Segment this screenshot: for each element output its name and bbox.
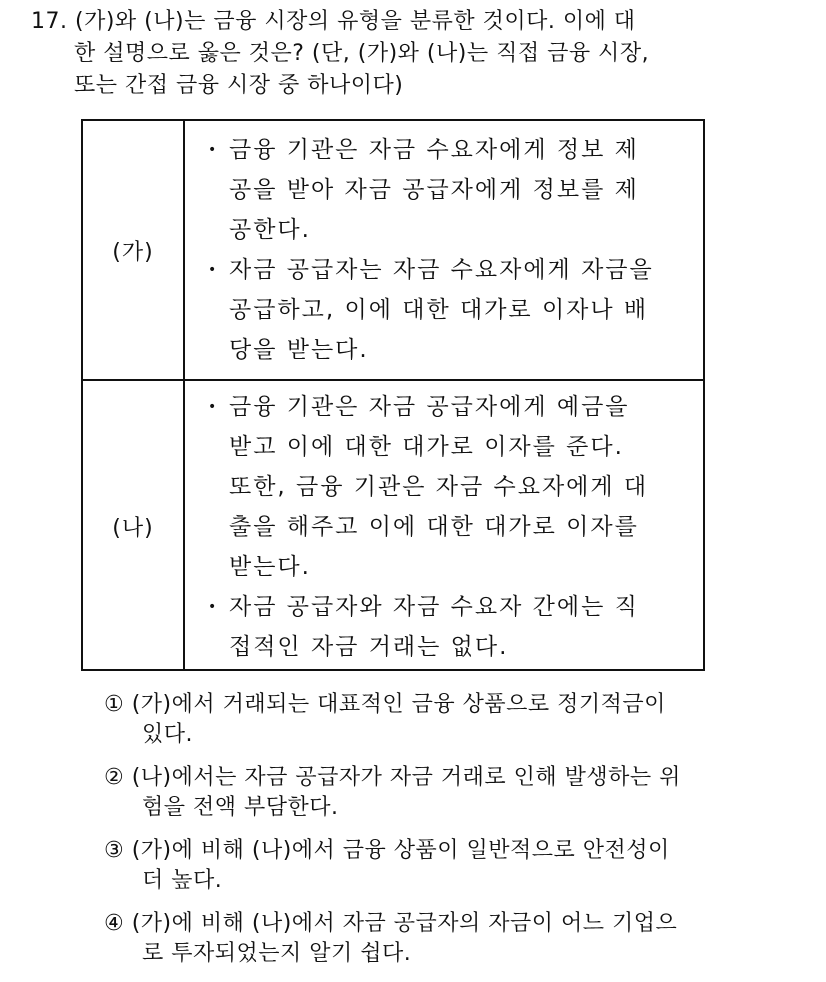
- question-line-2: 한 설명으로 옳은 것은? (단, (가)와 (나)는 직접 금융 시장,: [74, 41, 650, 66]
- ga-bullet-2-line-2: 공급하고, 이에 대한 대가로 이자나 배: [229, 297, 649, 323]
- table-row-ga: [83, 121, 703, 379]
- na-text-6: 자금 공급자와 자금 수요자 간에는 직: [229, 594, 639, 620]
- option-4[interactable]: [104, 909, 794, 969]
- row-content-na: [185, 381, 703, 671]
- question-line-3: 또는 간접 금융 시장 중 하나이다): [74, 73, 404, 98]
- option-1[interactable]: [104, 690, 794, 750]
- question-stem: [31, 6, 791, 102]
- bullet-dot: •: [208, 599, 219, 615]
- option-1-line-1: ① (가)에서 거래되는 대표적인 금융 상품으로 정기적금이: [104, 692, 666, 717]
- bullet-dot: •: [208, 399, 219, 415]
- question-line-1: [31, 6, 791, 38]
- na-bullet-2-line-1: [185, 587, 703, 627]
- answer-options: [104, 690, 794, 982]
- option-1-line-2: 있다.: [142, 722, 193, 747]
- question-text-1: (가)와 (나)는 금융 시장의 유형을 분류한 것이다. 이에 대: [75, 9, 636, 34]
- ga-text-4: 자금 공급자는 자금 수요자에게 자금을: [229, 257, 654, 283]
- ga-text-1: 금융 기관은 자금 수요자에게 정보 제: [229, 137, 639, 163]
- row-label-na: (나): [83, 381, 185, 671]
- na-bullet-1-line-5: 받는다.: [229, 554, 311, 580]
- na-bullet-1-line-1: [185, 387, 703, 427]
- option-4-line-2: 로 투자되었는지 알기 쉽다.: [142, 941, 412, 966]
- option-3-line-2: 더 높다.: [142, 868, 223, 893]
- table-row-na: [83, 379, 703, 671]
- na-bullet-2-line-2: 접적인 자금 거래는 없다.: [229, 634, 509, 660]
- ga-bullet-1-line-1: [185, 130, 703, 170]
- row-content-ga: [185, 121, 703, 379]
- na-bullet-1-line-3: 또한, 금융 기관은 자금 수요자에게 대: [229, 474, 649, 500]
- market-table: [81, 119, 705, 671]
- bullet-dot: •: [208, 262, 219, 278]
- bullet-dot: •: [208, 142, 219, 158]
- na-bullet-1-line-2: 받고 이에 대한 대가로 이자를 준다.: [229, 434, 624, 460]
- option-2-line-2: 험을 전액 부담한다.: [142, 795, 339, 820]
- option-3-line-1: ③ (가)에 비해 (나)에서 금융 상품이 일반적으로 안전성이: [104, 838, 670, 863]
- na-text-1: 금융 기관은 자금 공급자에게 예금을: [229, 394, 630, 420]
- option-3[interactable]: [104, 836, 794, 896]
- ga-bullet-2-line-3: 당을 받는다.: [229, 337, 369, 363]
- question-number: 17.: [31, 9, 68, 34]
- row-label-ga: (가): [83, 121, 185, 379]
- ga-bullet-1-line-3: 공한다.: [229, 217, 311, 243]
- ga-bullet-2-line-1: [185, 250, 703, 290]
- ga-bullet-1-line-2: 공을 받아 자금 공급자에게 정보를 제: [229, 177, 639, 203]
- option-2-line-1: ② (나)에서는 자금 공급자가 자금 거래로 인해 발생하는 위: [104, 765, 681, 790]
- na-bullet-1-line-4: 출을 해주고 이에 대한 대가로 이자를: [229, 514, 639, 540]
- option-2[interactable]: [104, 763, 794, 823]
- option-4-line-1: ④ (가)에 비해 (나)에서 자금 공급자의 자금이 어느 기업으: [104, 911, 678, 936]
